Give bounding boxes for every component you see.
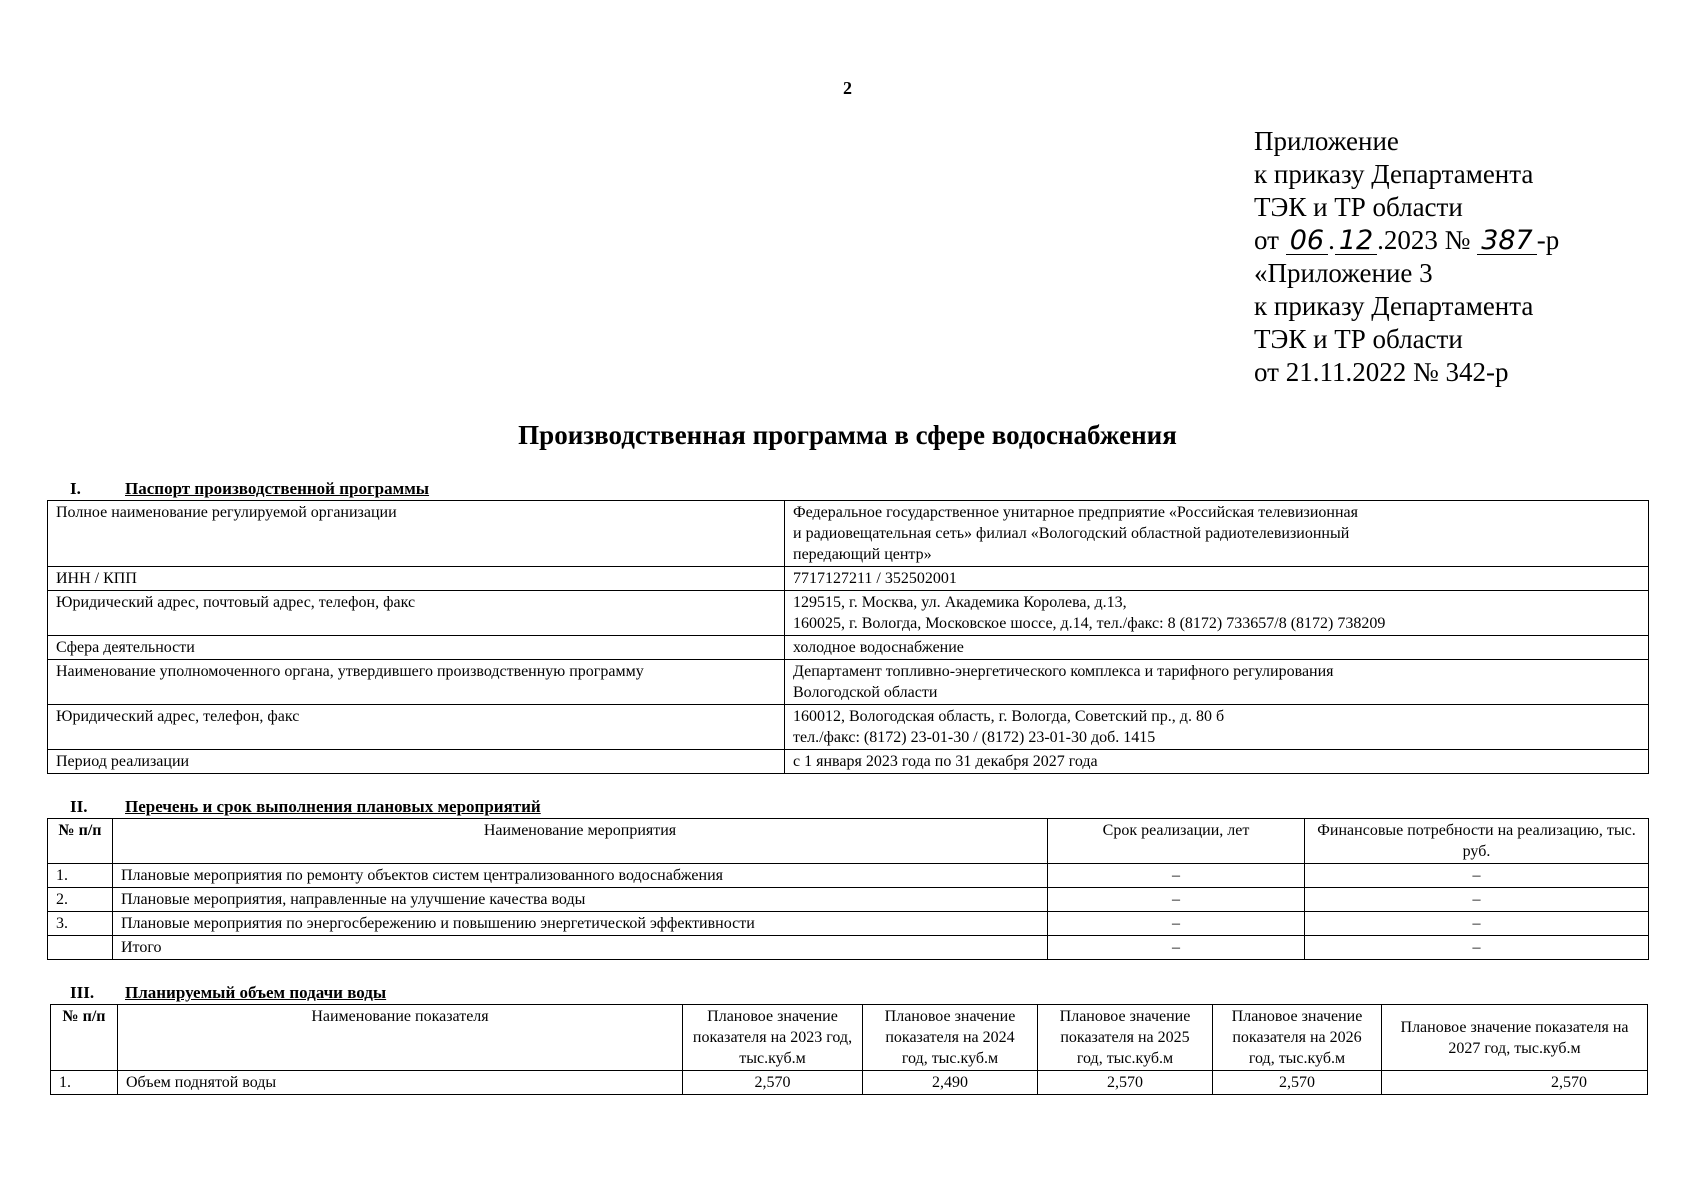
column-header-2023: Плановое значение показателя на 2023 год, тыс.куб.м (683, 1005, 863, 1071)
appendix-line: к приказу Департамента (1254, 291, 1534, 321)
cell-2023: 2,570 (683, 1071, 863, 1095)
cell-num: 1. (48, 864, 113, 888)
section-heading-passport (70, 479, 429, 499)
cell-num (48, 936, 113, 960)
table-row (48, 705, 1649, 750)
value-line: тел./факс: (8172) 23-01-30 / (8172) 23-01-30 доб. 1415 (793, 729, 1156, 746)
table-cell-label: Сфера деятельности (48, 636, 785, 660)
column-header-2027: Плановое значение показателя на 2027 год, тыс.куб.м (1382, 1005, 1648, 1071)
table-cell-value (785, 567, 1649, 591)
cell-finance: – (1305, 912, 1649, 936)
order-year: .2023 № (1377, 225, 1471, 255)
cell-num: 2. (48, 888, 113, 912)
table-row (48, 912, 1649, 936)
table-header-row (48, 819, 1649, 864)
appendix-line: от 21.11.2022 № 342-р (1254, 357, 1509, 387)
table-row (48, 864, 1649, 888)
appendix-line: «Приложение 3 (1254, 258, 1433, 288)
table-cell-value (785, 591, 1649, 636)
value-line: с 1 января 2023 года по 31 декабря 2027 года (793, 753, 1098, 770)
order-month-handwritten: 12 (1335, 228, 1377, 255)
cell-2024: 2,490 (863, 1071, 1038, 1095)
table-row (48, 591, 1649, 636)
column-header-2024: Плановое значение показателя на 2024 год, тыс.куб.м (863, 1005, 1038, 1071)
value-line: и радиовещательная сеть» филиал «Вологодский областной радиотелевизионный (793, 525, 1350, 542)
cell-num: 3. (48, 912, 113, 936)
section-title: Перечень и срок выполнения плановых мероприятий (125, 797, 541, 816)
table-cell-label: Юридический адрес, телефон, факс (48, 705, 785, 750)
section-title: Паспорт производственной программы (125, 479, 430, 498)
volume-table (50, 1004, 1648, 1095)
value-line: передающий центр» (793, 546, 932, 563)
events-table (47, 818, 1649, 960)
cell-name: Итого (113, 936, 1048, 960)
order-number-handwritten: 387 (1477, 228, 1537, 255)
table-row (48, 567, 1649, 591)
cell-finance: – (1305, 864, 1649, 888)
value-line: 160012, Вологодская область, г. Вологда, Советский пр., д. 80 б (793, 708, 1225, 725)
appendix-line: ТЭК и ТР области (1254, 324, 1463, 354)
column-header-2025: Плановое значение показателя на 2025 год, тыс.куб.м (1038, 1005, 1213, 1071)
section-title: Планируемый объем подачи воды (125, 983, 387, 1002)
appendix-block (1254, 125, 1674, 389)
cell-name: Плановые мероприятия, направленные на улучшение качества воды (113, 888, 1048, 912)
table-cell-label: Юридический адрес, почтовый адрес, телефон, факс (48, 591, 785, 636)
column-header-2026: Плановое значение показателя на 2026 год, тыс.куб.м (1213, 1005, 1382, 1071)
cell-term: – (1048, 888, 1305, 912)
cell-term: – (1048, 912, 1305, 936)
value-line: Департамент топливно-энергетического комплекса и тарифного регулирования (793, 663, 1334, 680)
order-suffix: -р (1536, 225, 1560, 255)
page-number: 2 (843, 78, 852, 98)
table-cell-value (785, 660, 1649, 705)
table-cell-label: Наименование уполномоченного органа, утвердившего производственную программу (48, 660, 785, 705)
table-row (48, 750, 1649, 774)
appendix-line: ТЭК и ТР области (1254, 192, 1463, 222)
cell-term: – (1048, 864, 1305, 888)
value-line: холодное водоснабжение (793, 639, 964, 656)
appendix-line: к приказу Департамента (1254, 159, 1534, 189)
table-row (48, 501, 1649, 567)
table-row-total (48, 936, 1649, 960)
column-header-num: № п/п (48, 819, 113, 864)
value-line: 160025, г. Вологда, Московское шоссе, д.14, тел./факс: 8 (8172) 733657/8 (8172) 738209 (793, 615, 1386, 632)
cell-name: Объем поднятой воды (118, 1071, 683, 1095)
column-header-name: Наименование показателя (118, 1005, 683, 1071)
passport-table (47, 500, 1649, 774)
value-line: Вологодской области (793, 684, 938, 701)
table-cell-label: Период реализации (48, 750, 785, 774)
column-header-name: Наименование мероприятия (113, 819, 1048, 864)
cell-name: Плановые мероприятия по энергосбережению и повышению энергетической эффективности (113, 912, 1048, 936)
table-cell-value (785, 501, 1649, 567)
table-cell-value (785, 705, 1649, 750)
table-row (48, 660, 1649, 705)
column-header-term: Срок реализации, лет (1048, 819, 1305, 864)
cell-term: – (1048, 936, 1305, 960)
table-row (51, 1071, 1648, 1095)
section-number: II. (70, 797, 88, 816)
table-cell-label: ИНН / КПП (48, 567, 785, 591)
cell-finance: – (1305, 936, 1649, 960)
table-cell-value (785, 636, 1649, 660)
order-prefix: от (1254, 225, 1279, 255)
table-cell-label: Полное наименование регулируемой организации (48, 501, 785, 567)
cell-2027: 2,570 (1382, 1071, 1648, 1095)
section-number: I. (70, 479, 81, 498)
appendix-line: Приложение (1254, 126, 1399, 156)
value-line: Федеральное государственное унитарное предприятие «Российская телевизионная (793, 504, 1359, 521)
order-date-line: от 06 . 12 .2023 № 387 -р (1254, 225, 1560, 256)
column-header-num: № п/п (51, 1005, 118, 1071)
cell-2026: 2,570 (1213, 1071, 1382, 1095)
cell-num: 1. (51, 1071, 118, 1095)
cell-name: Плановые мероприятия по ремонту объектов систем централизованного водоснабжения (113, 864, 1048, 888)
column-header-finance: Финансовые потребности на реализацию, тыс. руб. (1305, 819, 1649, 864)
table-cell-value (785, 750, 1649, 774)
section-heading-volume (70, 983, 386, 1003)
order-day-handwritten: 06 (1286, 228, 1328, 255)
cell-2025: 2,570 (1038, 1071, 1213, 1095)
cell-finance: – (1305, 888, 1649, 912)
table-row (48, 888, 1649, 912)
section-number: III. (70, 983, 95, 1002)
value-line: 7717127211 / 352502001 (793, 570, 957, 587)
value-line: 129515, г. Москва, ул. Академика Королева, д.13, (793, 594, 1127, 611)
table-row (48, 636, 1649, 660)
table-header-row (51, 1005, 1648, 1071)
section-heading-events (70, 797, 541, 817)
document-title: Производственная программа в сфере водоснабжения (518, 420, 1177, 450)
